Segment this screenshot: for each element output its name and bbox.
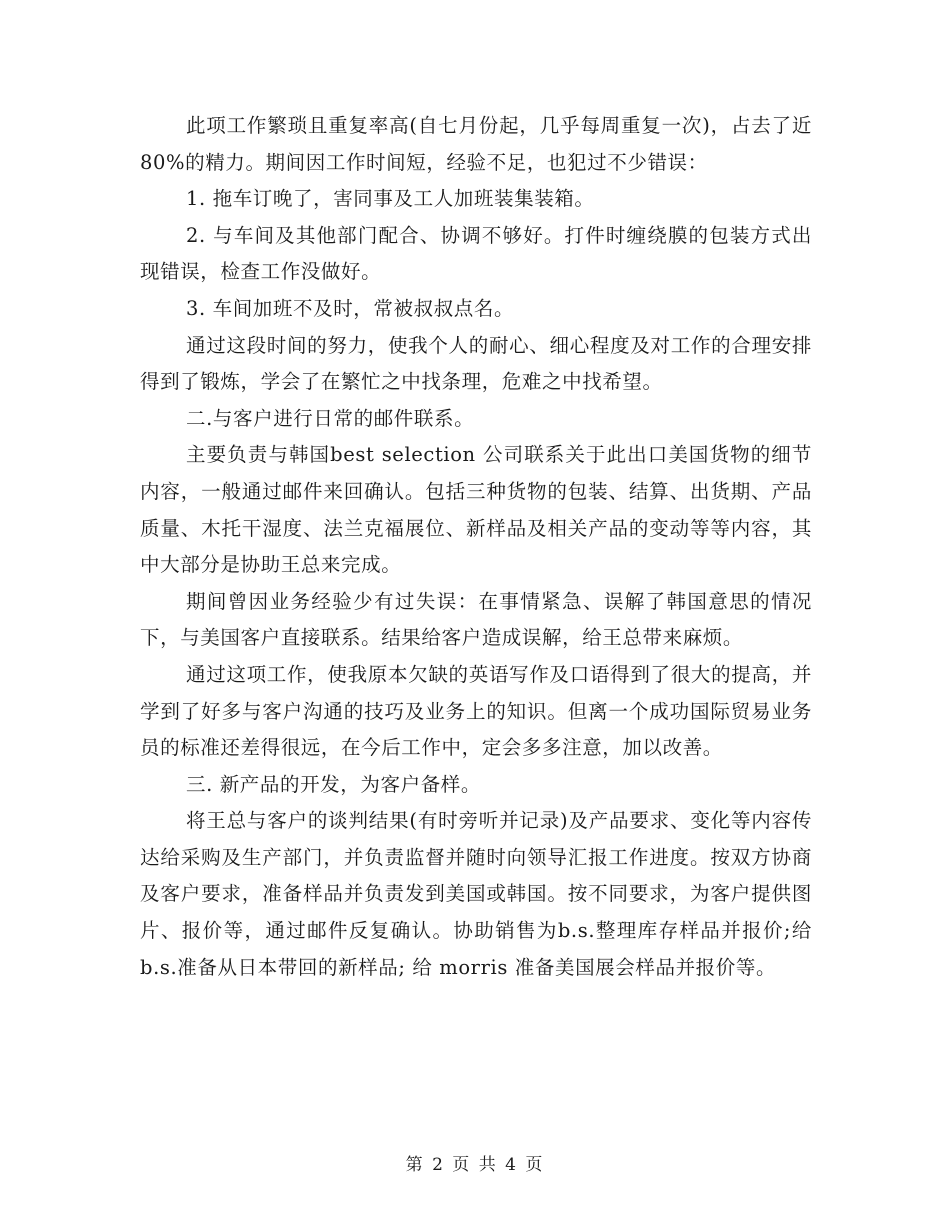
paragraph-new-products: 将王总与客户的谈判结果(有时旁听并记录)及产品要求、变化等内容传达给采购及生产部门，并负责监督并随时向领导汇报工作进度。按双方协商及客户要求，准备样品并负责发到美国或韩国。按不同要求，为客户提供图片、报价等，通过邮件反复确认。协助销售为b.s.整理库存样品并报价;给b.s.准备从日本带回的新样品; 给 morris 准备美国展会样品并报价等。 <box>140 809 812 979</box>
section-heading-3: 三. 新产品的开发，为客户备样。 <box>186 772 481 796</box>
paragraph-mistakes-business: 期间曾因业务经验少有过失误：在事情紧急、误解了韩国意思的情况下，与美国客户直接联系。结果给客户造成误解，给王总带来麻烦。 <box>140 589 812 650</box>
list-item-mistake-3: 3. 车间加班不及时，常被叔叔点名。 <box>186 296 515 320</box>
document-body <box>140 108 812 986</box>
paragraph-workload: 此项工作繁琐且重复率高(自七月份起，几乎每周重复一次)，占去了近80%的精力。期间因工作时间短，经验不足，也犯过不少错误： <box>140 114 812 174</box>
list-item-mistake-2: 2. 与车间及其他部门配合、协调不够好。打件时缠绕膜的包装方式出现错误，检查工作没做好。 <box>140 223 812 284</box>
page-footer: 第 2 页 共 4 页 <box>405 1155 545 1175</box>
paragraph-improvement: 通过这项工作，使我原本欠缺的英语写作及口语得到了很大的提高，并学到了好多与客户沟通的技巧及业务上的知识。但离一个成功国际贸易业务员的标准还差得很远，在今后工作中，定会多多注意，加以改善。 <box>140 662 812 760</box>
section-heading-2: 二.与客户进行日常的邮件联系。 <box>186 406 475 430</box>
paragraph-lessons: 通过这段时间的努力，使我个人的耐心、细心程度及对工作的合理安排得到了锻炼，学会了在繁忙之中找条理，危难之中找希望。 <box>140 333 812 394</box>
paragraph-email-contact: 主要负责与韩国best selection 公司联系关于此出口美国货物的细节内容，一般通过邮件来回确认。包括三种货物的包装、结算、出货期、产品质量、木托干湿度、法兰克福展位、新样品及相关产品的变动等等内容，其中大部分是协助王总来完成。 <box>140 443 812 577</box>
list-item-mistake-1: 1. 拖车订晚了，害同事及工人加班装集装箱。 <box>186 187 595 211</box>
